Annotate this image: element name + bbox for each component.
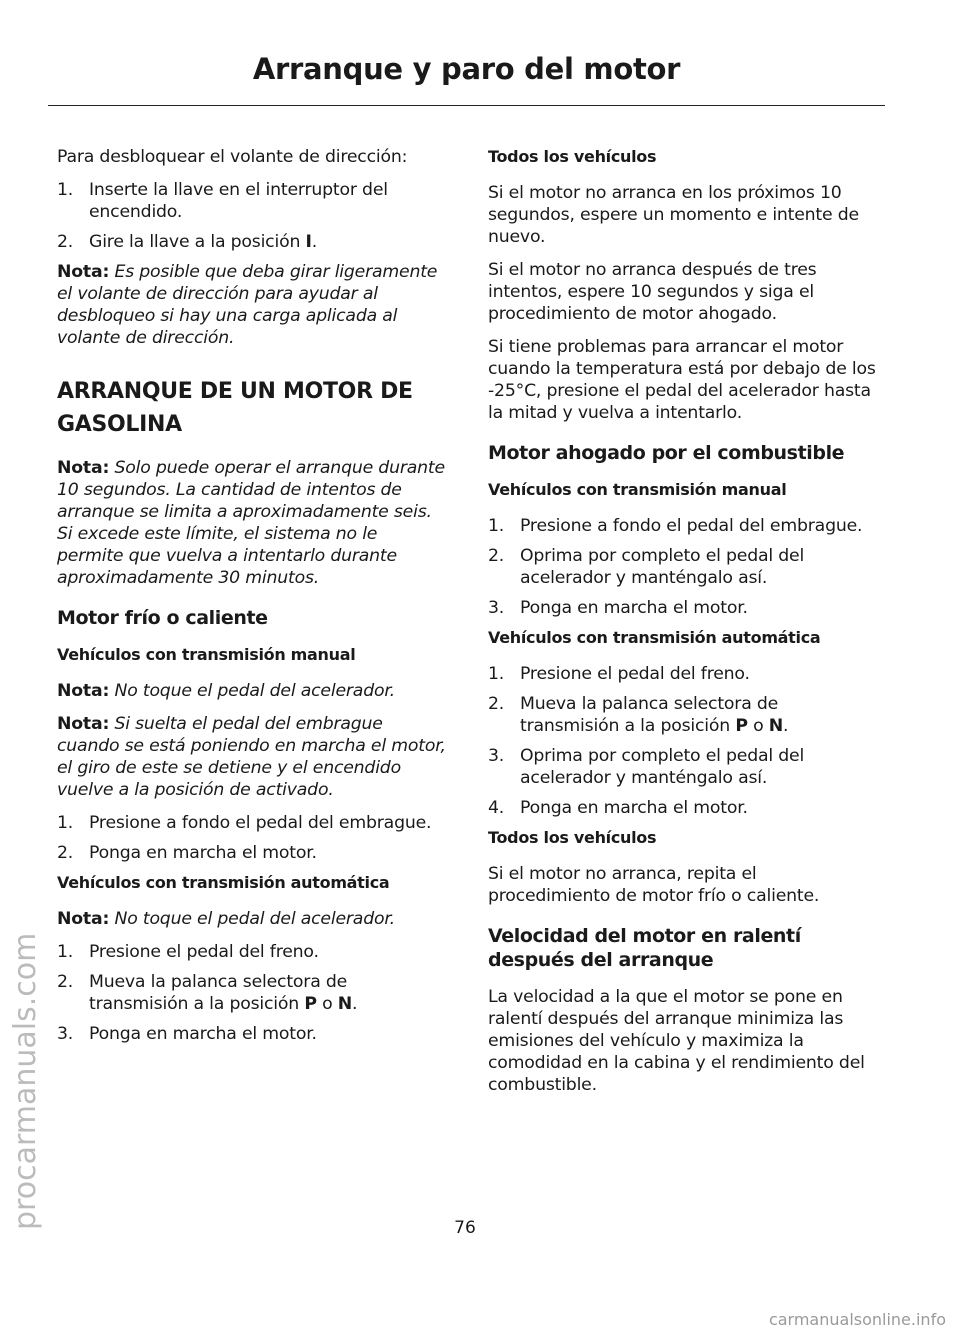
note-text: Si suelta el pedal del embrague cuando se está poniendo en marcha el motor, el giro de este se detiene y el encendido vuelve a la posición de activado.	[57, 714, 446, 800]
side-watermark: procarmanuals.com	[8, 932, 43, 1230]
paragraph: La velocidad a la que el motor se pone en ralentí después del arranque minimiza las emisiones del vehículo y maximiza la comodidad en la cabina y el rendimiento del combustible.	[488, 987, 865, 1095]
step-number: 1.	[488, 664, 505, 684]
subheading: Todos los vehículos	[488, 828, 657, 847]
list-item	[57, 842, 447, 864]
note-label: Nota:	[57, 458, 110, 478]
step-text: Presione a fondo el pedal del embrague.	[89, 813, 432, 833]
section-title	[57, 375, 447, 441]
step-text-part: Gire la llave a la posición	[89, 232, 306, 252]
position-label: N	[768, 716, 784, 736]
list-item	[57, 971, 447, 1015]
list-item	[488, 663, 878, 685]
subsection-title: Velocidad del motor en ralentí después del arranque	[488, 925, 801, 971]
step-number: 3.	[488, 746, 505, 766]
flooded-auto-steps	[488, 663, 878, 819]
note-text: No toque el pedal del acelerador.	[114, 909, 395, 929]
subheading: Vehículos con transmisión automática	[57, 873, 390, 892]
step-text	[89, 971, 447, 1015]
step-number: 2.	[57, 972, 74, 992]
list-item	[57, 179, 447, 223]
step-text-part: Mueva la palanca selectora de transmisión a la posición	[520, 694, 779, 736]
list-item	[488, 515, 878, 537]
position-label: P	[304, 994, 317, 1014]
flooded-manual-steps	[488, 515, 878, 619]
section-title-line: GASOLINA	[57, 412, 182, 437]
list-item	[488, 693, 878, 737]
step-number: 2.	[57, 232, 74, 252]
step-text: Oprima por completo el pedal del acelerador y manténgalo así.	[520, 546, 805, 588]
step-number: 3.	[488, 598, 505, 618]
right-column	[488, 146, 878, 1107]
step-text-part: Mueva la palanca selectora de transmisión a la posición	[89, 972, 348, 1014]
position-label: P	[735, 716, 748, 736]
list-item	[488, 597, 878, 619]
subheading: Vehículos con transmisión manual	[488, 480, 787, 499]
step-number: 2.	[488, 546, 505, 566]
step-text: Ponga en marcha el motor.	[89, 843, 317, 863]
subsection-title: Motor frío o caliente	[57, 607, 268, 629]
step-text-part: o	[316, 994, 338, 1014]
step-number: 4.	[488, 798, 505, 818]
step-text: Oprima por completo el pedal del acelerador y manténgalo así.	[520, 746, 805, 788]
header-divider	[48, 105, 885, 106]
note	[57, 713, 447, 801]
step-text-part: .	[311, 232, 318, 252]
step-number: 1.	[57, 180, 74, 200]
step-text	[89, 231, 447, 253]
subheading: Vehículos con transmisión automática	[488, 628, 821, 647]
step-text: Ponga en marcha el motor.	[520, 598, 748, 618]
note-text: No toque el pedal del acelerador.	[114, 681, 395, 701]
step-number: 1.	[488, 516, 505, 536]
subheading: Todos los vehículos	[488, 147, 657, 166]
list-item	[57, 941, 447, 963]
step-text-part: .	[352, 994, 358, 1014]
list-item	[488, 745, 878, 789]
page-number: 76	[454, 1218, 476, 1238]
step-text-part: o	[747, 716, 769, 736]
note-text: Solo puede operar el arranque durante 10 segundos. La cantidad de intentos de arranque se limita a aproximadamente seis. Si excede este límite, el sistema no le permite que vuelva a intentarlo durante aproximadamente 30 minutos.	[57, 458, 445, 588]
position-label: I	[305, 232, 312, 252]
position-label: N	[337, 994, 353, 1014]
bottom-watermark: carmanualsonline.info	[768, 1310, 946, 1329]
list-item	[488, 797, 878, 819]
step-number: 1.	[57, 942, 74, 962]
note-label: Nota:	[57, 909, 110, 929]
paragraph: Si el motor no arranca en los próximos 10 segundos, espere un momento e intente de nuevo.	[488, 183, 859, 247]
paragraph: Si el motor no arranca después de tres intentos, espere 10 segundos y siga el procedimiento de motor ahogado.	[488, 260, 817, 324]
list-item	[57, 812, 447, 834]
auto-steps	[57, 941, 447, 1045]
note-text: Es posible que deba girar ligeramente el volante de dirección para ayudar al desbloqueo si hay una carga aplicada al volante de dirección.	[57, 262, 438, 348]
note	[57, 261, 447, 349]
step-text	[520, 693, 878, 737]
intro-text: Para desbloquear el volante de dirección:	[57, 147, 408, 167]
page-title: Arranque y paro del motor	[252, 52, 681, 86]
list-item	[57, 231, 447, 253]
step-number: 3.	[57, 1024, 74, 1044]
step-text: Presione el pedal del freno.	[89, 942, 319, 962]
step-text: Ponga en marcha el motor.	[89, 1024, 317, 1044]
note	[57, 680, 447, 702]
step-text-part: .	[783, 716, 789, 736]
note-label: Nota:	[57, 681, 110, 701]
note	[57, 908, 447, 930]
section-title-line: ARRANQUE DE UN MOTOR DE	[57, 379, 413, 404]
paragraph: Si tiene problemas para arrancar el motor cuando la temperatura está por debajo de los -25°C, presione el pedal del acelerador hasta la mitad y vuelva a intentarlo.	[488, 337, 876, 423]
step-number: 1.	[57, 813, 74, 833]
left-column	[57, 146, 447, 1053]
step-number: 2.	[57, 843, 74, 863]
manual-steps	[57, 812, 447, 864]
step-number: 2.	[488, 694, 505, 714]
step-text: Presione el pedal del freno.	[520, 664, 750, 684]
unlock-steps	[57, 179, 447, 253]
subheading: Vehículos con transmisión manual	[57, 645, 356, 664]
note	[57, 457, 447, 589]
list-item	[57, 1023, 447, 1045]
note-label: Nota:	[57, 714, 110, 734]
list-item	[488, 545, 878, 589]
step-text: Inserte la llave en el interruptor del encendido.	[89, 180, 388, 222]
note-label: Nota:	[57, 262, 110, 282]
step-text: Ponga en marcha el motor.	[520, 798, 748, 818]
paragraph: Si el motor no arranca, repita el procedimiento de motor frío o caliente.	[488, 864, 820, 906]
subsection-title: Motor ahogado por el combustible	[488, 442, 845, 464]
step-text: Presione a fondo el pedal del embrague.	[520, 516, 863, 536]
